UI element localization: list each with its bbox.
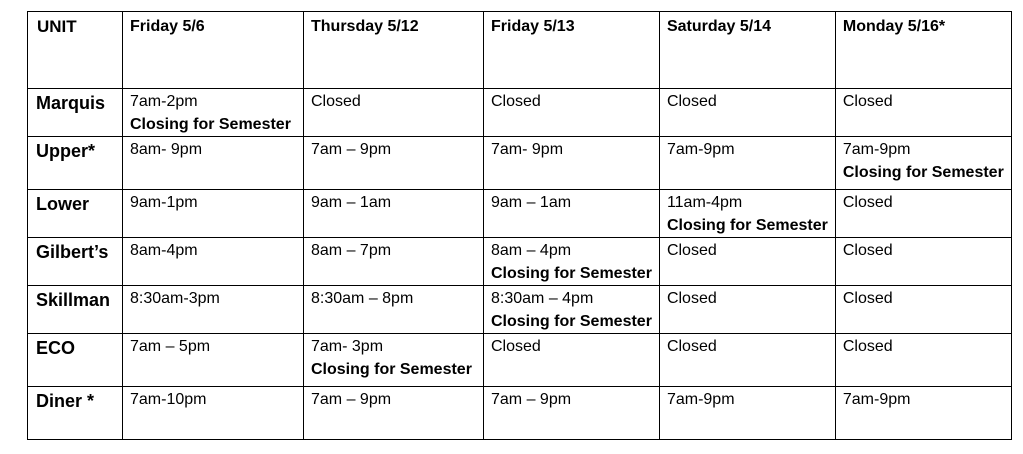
header-thursday-5-12: Thursday 5/12 (304, 12, 484, 89)
hours-cell (123, 286, 304, 334)
hours-cell (123, 238, 304, 286)
unit-name: Lower (28, 190, 123, 238)
hours-cell (123, 137, 304, 190)
hours-text: Closed (842, 93, 893, 110)
hours-cell (484, 238, 660, 286)
closing-note: Closing for Semester (130, 116, 291, 133)
hours-text: 7am-9pm (666, 391, 735, 408)
hours-cell (835, 238, 1011, 286)
hours-cell (835, 334, 1011, 387)
unit-name: Upper* (28, 137, 123, 190)
hours-text: Closed (666, 338, 717, 355)
hours-text: 7am – 9pm (491, 391, 572, 408)
header-friday-5-13: Friday 5/13 (484, 12, 660, 89)
hours-text: 7am-9pm (666, 141, 735, 158)
hours-cell (484, 286, 660, 334)
hours-schedule-table (27, 11, 1012, 440)
hours-text: Closed (666, 93, 717, 110)
hours-text: 9am – 1am (491, 194, 572, 211)
hours-text: 8am-4pm (130, 242, 198, 259)
hours-cell (304, 137, 484, 190)
closing-note: Closing for Semester (842, 164, 1004, 181)
closing-note: Closing for Semester (491, 313, 652, 330)
hours-text: 7am-2pm (130, 93, 198, 110)
hours-cell (484, 334, 660, 387)
hours-cell (659, 334, 835, 387)
unit-name: Skillman (28, 286, 123, 334)
hours-text: 11am-4pm (666, 194, 743, 211)
header-friday-5-6: Friday 5/6 (123, 12, 304, 89)
table-row-eco (28, 334, 1012, 387)
hours-text: 7am- 9pm (491, 141, 564, 158)
hours-cell (304, 286, 484, 334)
hours-text: 7am – 9pm (311, 391, 392, 408)
hours-text: 7am- 3pm (311, 338, 384, 355)
header-monday-5-16: Monday 5/16* (835, 12, 1011, 89)
header-saturday-5-14: Saturday 5/14 (659, 12, 835, 89)
hours-text: 8am- 9pm (130, 141, 203, 158)
hours-text: Closed (842, 290, 893, 307)
hours-text: 7am – 5pm (130, 338, 211, 355)
table-row-skillman (28, 286, 1012, 334)
closing-note: Closing for Semester (311, 361, 472, 378)
table-row-marquis (28, 89, 1012, 137)
hours-text: Closed (842, 242, 893, 259)
hours-cell (484, 89, 660, 137)
hours-text: 8:30am – 4pm (491, 290, 594, 307)
hours-cell (304, 238, 484, 286)
hours-text: 7am – 9pm (311, 141, 392, 158)
hours-cell (659, 89, 835, 137)
hours-text: Closed (666, 242, 717, 259)
hours-text: Closed (491, 338, 541, 355)
hours-text: 9am – 1am (311, 194, 392, 211)
hours-cell (835, 190, 1011, 238)
closing-note: Closing for Semester (491, 265, 652, 282)
hours-cell (123, 190, 304, 238)
hours-text: Closed (311, 93, 361, 110)
unit-name: Diner * (28, 387, 123, 440)
hours-cell (835, 137, 1011, 190)
hours-cell (835, 89, 1011, 137)
hours-cell (484, 137, 660, 190)
hours-text: 9am-1pm (130, 194, 198, 211)
hours-cell (835, 286, 1011, 334)
unit-name: Marquis (28, 89, 123, 137)
table-row-lower (28, 190, 1012, 238)
hours-text: 7am-9pm (842, 141, 911, 158)
hours-cell (123, 387, 304, 440)
header-row (28, 12, 1012, 89)
hours-text: 8am – 7pm (311, 242, 392, 259)
hours-cell (484, 190, 660, 238)
hours-cell (659, 387, 835, 440)
header-unit: UNIT (28, 12, 123, 89)
hours-cell (835, 387, 1011, 440)
hours-text: 7am-9pm (842, 391, 911, 408)
hours-cell (304, 334, 484, 387)
hours-text: Closed (666, 290, 717, 307)
hours-cell (659, 238, 835, 286)
hours-cell (123, 334, 304, 387)
unit-name: Gilbert’s (28, 238, 123, 286)
hours-cell (123, 89, 304, 137)
unit-name: ECO (28, 334, 123, 387)
hours-text: 8:30am – 8pm (311, 290, 414, 307)
table-row-gilberts (28, 238, 1012, 286)
hours-text: Closed (842, 338, 893, 355)
hours-text: 8:30am-3pm (130, 290, 220, 307)
hours-cell (304, 387, 484, 440)
hours-cell (659, 286, 835, 334)
table-row-diner (28, 387, 1012, 440)
table-row-upper (28, 137, 1012, 190)
hours-cell (659, 137, 835, 190)
hours-cell (304, 190, 484, 238)
hours-cell (484, 387, 660, 440)
hours-cell (304, 89, 484, 137)
hours-text: 7am-10pm (130, 391, 207, 408)
closing-note: Closing for Semester (666, 217, 828, 234)
hours-cell (659, 190, 835, 238)
hours-text: 8am – 4pm (491, 242, 572, 259)
hours-text: Closed (491, 93, 541, 110)
hours-text: Closed (842, 194, 893, 211)
